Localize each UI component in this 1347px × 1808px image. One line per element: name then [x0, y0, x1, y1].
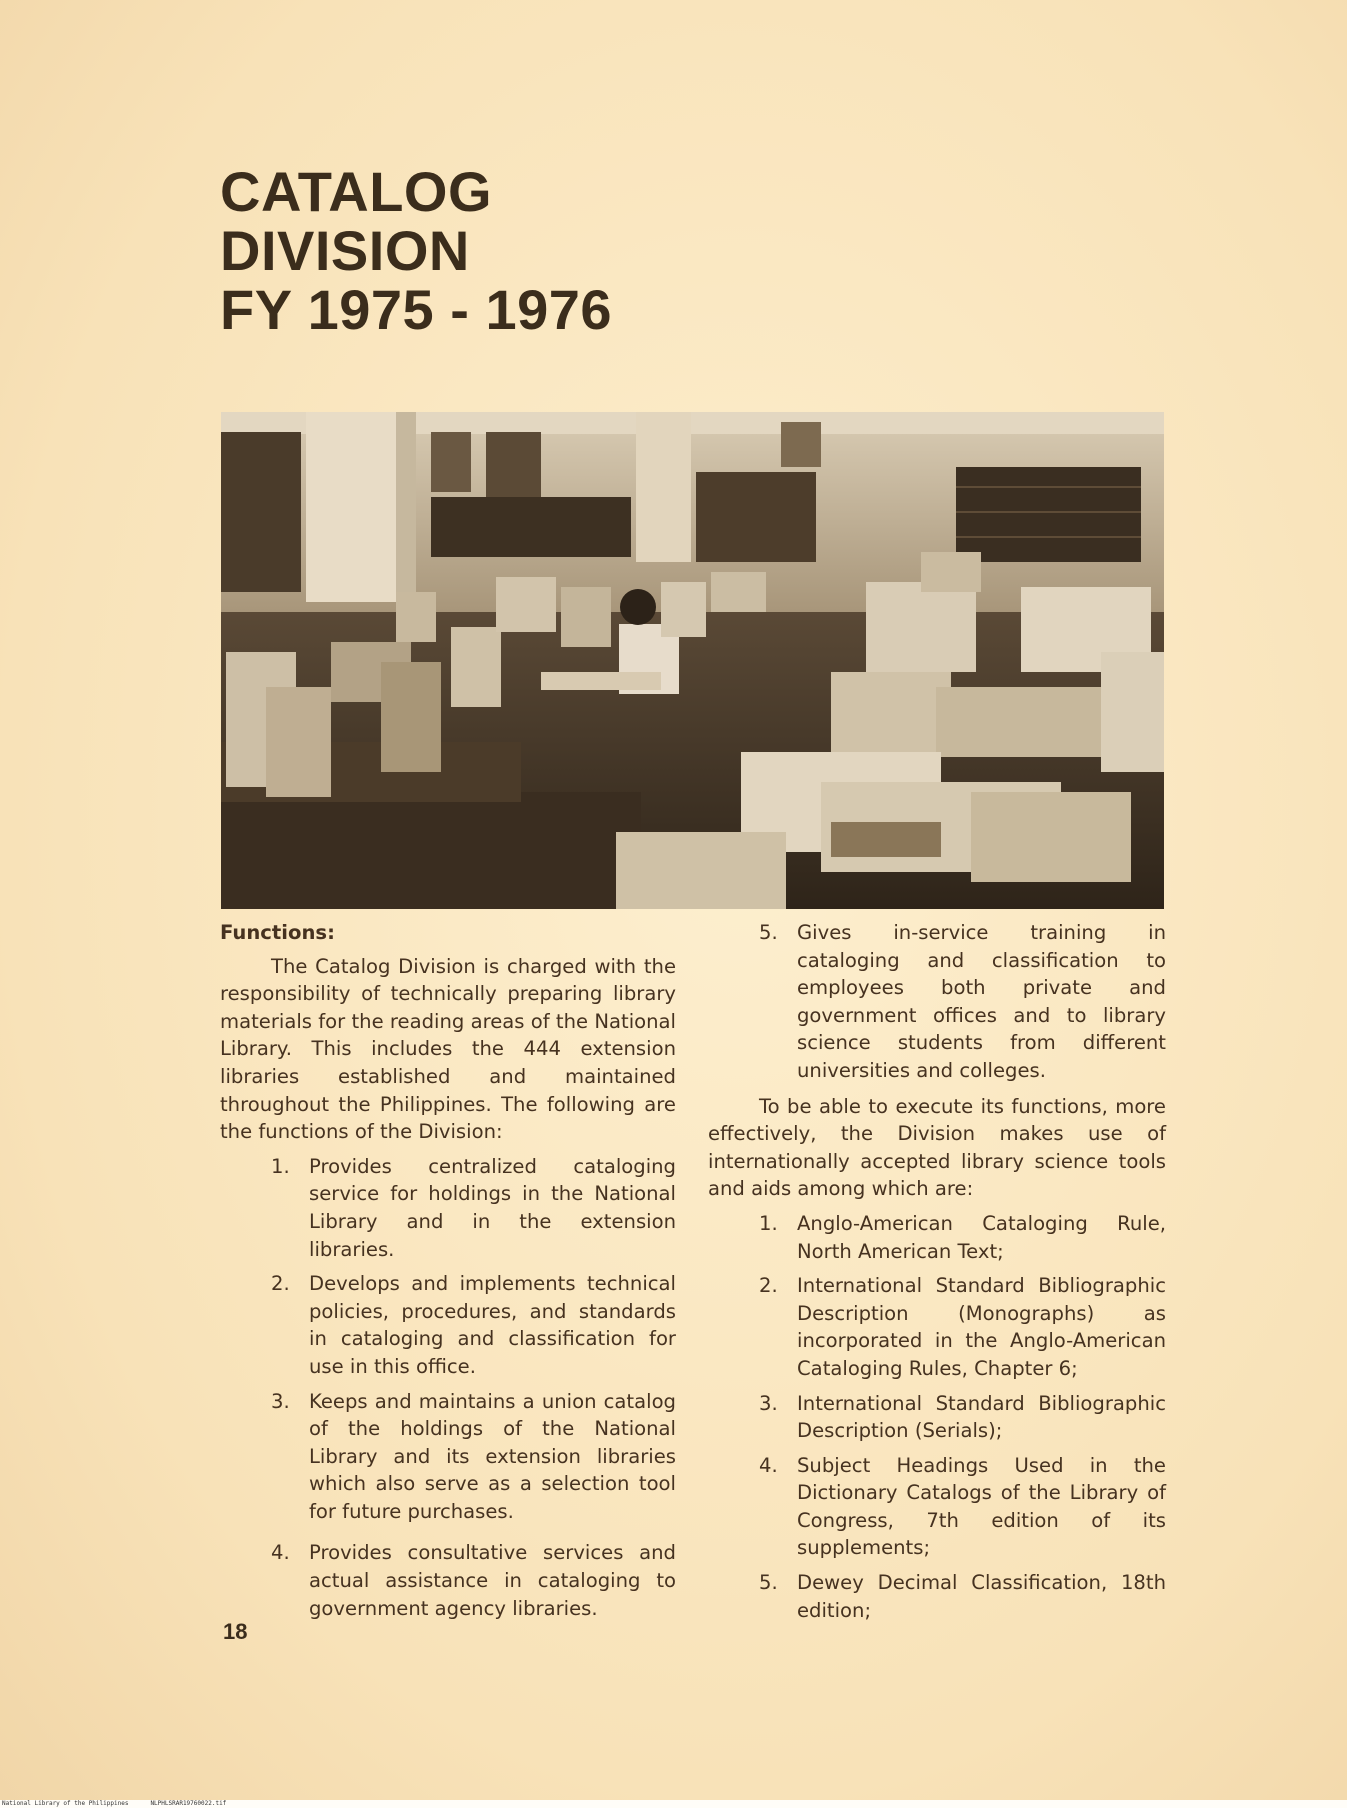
footer-file: NLPHLSRAR19760022.tif — [150, 1800, 227, 1807]
item-text: Subject Headings Used in the Dictionary Catalogs of the Library of Congress, 7th edition of its supplements; — [797, 1453, 1166, 1560]
item-number: 2. — [271, 1272, 290, 1296]
list-item — [220, 1388, 676, 1526]
title-line-3: FY 1975 - 1976 — [220, 278, 613, 341]
functions-heading: Functions: — [220, 921, 335, 944]
item-text: Develops and implements technical policies, procedures, and standards in cataloging and classification for use in this office. — [309, 1272, 676, 1378]
list-item — [708, 1272, 1166, 1382]
item-number: 3. — [759, 1391, 778, 1415]
title-line-1: CATALOG — [220, 160, 493, 223]
footer-source: National Library of the Philippines — [2, 1800, 129, 1807]
item-text: Provides centralized cataloging service for holdings in the National Library and in the extension libraries. — [309, 1154, 676, 1261]
item-number: 5. — [759, 1571, 778, 1595]
item-text: Provides consultative services and actual assistance in cataloging to government agency libraries. — [309, 1541, 676, 1620]
item-number: 1. — [759, 1211, 778, 1235]
functions-list-continued — [708, 919, 1166, 1085]
functions-intro: The Catalog Division is charged with the responsibility of technically preparing library materials for the reading areas of the National Library. This includes the 444 extension libraries established and maintained throughout the Philippines. The following are the functions of the Division: — [220, 954, 676, 1144]
item-number: 4. — [759, 1453, 778, 1477]
tools-intro: To be able to execute its functions, more effectively, the Division makes use of internationally accepted library science tools and aids among which are: — [708, 1094, 1166, 1201]
scan-footer — [2, 1800, 248, 1807]
item-number: 4. — [271, 1541, 290, 1565]
tools-list — [708, 1210, 1166, 1624]
list-item — [220, 1270, 676, 1380]
item-number: 3. — [271, 1389, 290, 1413]
page-number: 18 — [223, 1619, 248, 1644]
item-text: Keeps and maintains a union catalog of the holdings of the National Library and its extension libraries which also serve as a selection tool for future purchases. — [309, 1389, 676, 1523]
item-text: Gives in-service training in cataloging and classification to employees both private and government offices and to library science students from different universities and colleges. — [797, 921, 1166, 1082]
list-item — [220, 1539, 676, 1622]
item-text: Dewey Decimal Classification, 18th edition; — [797, 1571, 1166, 1622]
list-item — [708, 1452, 1166, 1562]
list-item — [708, 1390, 1166, 1445]
item-number: 1. — [271, 1154, 290, 1178]
item-text: International Standard Bibliographic Description (Serials); — [797, 1391, 1166, 1443]
functions-list — [220, 1153, 676, 1623]
list-item — [708, 1210, 1166, 1265]
item-text: International Standard Bibliographic Description (Monographs) as incorporated in the Anglo-American Cataloging Rules, Chapter 6; — [797, 1274, 1166, 1380]
title-line-2: DIVISION — [220, 219, 470, 282]
list-item — [220, 1153, 676, 1263]
item-text: Anglo-American Cataloging Rule, North American Text; — [797, 1211, 1166, 1263]
workroom-photo — [221, 412, 1164, 909]
item-number: 5. — [759, 921, 778, 944]
right-column — [708, 919, 1166, 1631]
list-item — [708, 1569, 1166, 1624]
item-number: 2. — [759, 1274, 778, 1298]
left-column — [220, 919, 676, 1629]
page-title — [220, 162, 612, 339]
list-item — [708, 919, 1166, 1085]
